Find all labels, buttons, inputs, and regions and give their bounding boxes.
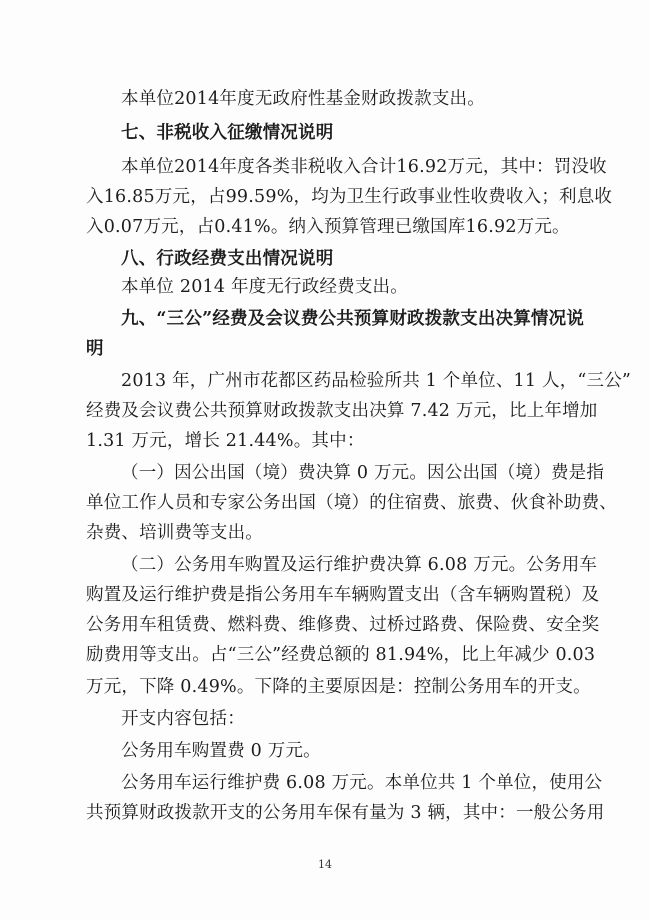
- paragraph-line: 杂费、培训费等支出。: [86, 523, 263, 543]
- section-heading: 九、“三公”经费及会议费公共预算财政拨款支出决算情况说: [121, 309, 585, 329]
- section-heading: 明: [86, 339, 104, 359]
- paragraph-line: 2013 年，广州市花都区药品检验所共 1 个单位、11 人，“三公”: [121, 371, 632, 391]
- paragraph-line: 公务用车运行维护费 6.08 万元。本单位共 1 个单位，使用公: [121, 773, 603, 793]
- paragraph-line: （一）因公出国（境）费决算 0 万元。因公出国（境）费是指: [121, 463, 605, 483]
- paragraph-line: 本单位2014年度各类非税收入合计16.92万元，其中：罚没收: [121, 157, 607, 177]
- paragraph-line: 经费及会议费公共预算财政拨款支出决算 7.42 万元，比上年增加: [86, 401, 598, 421]
- paragraph-line: 共预算财政拨款开支的公务用车保有量为 3 辆，其中：一般公务用: [86, 803, 605, 823]
- paragraph-line: 开支内容包括：: [121, 709, 245, 729]
- paragraph-line: 入0.07万元，占0.41%。纳入预算管理已缴国库16.92万元。: [86, 217, 570, 237]
- section-heading: 七、非税收入征缴情况说明: [121, 123, 334, 143]
- paragraph-line: 单位工作人员和专家公务出国（境）的住宿费、旅费、伙食补助费、: [86, 493, 617, 513]
- paragraph-line: （二）公务用车购置及运行维护费决算 6.08 万元。公务用车: [121, 555, 598, 575]
- page-number: 14: [318, 858, 332, 871]
- paragraph-line: 公务用车购置费 0 万元。: [121, 741, 321, 761]
- paragraph-line: 励费用等支出。占“三公”经费总额的 81.94%，比上年减少 0.03: [86, 645, 596, 665]
- paragraph-line: 万元，下降 0.49%。下降的主要原因是：控制公务用车的开支。: [86, 677, 591, 697]
- paragraph-line: 公务用车租赁费、燃料费、维修费、过桥过路费、保险费、安全奖: [86, 615, 600, 635]
- section-heading: 八、行政经费支出情况说明: [121, 249, 334, 269]
- paragraph-line: 入16.85万元，占99.59%，均为卫生行政事业性收费收入；利息收: [86, 187, 613, 207]
- paragraph-line: 本单位 2014 年度无行政经费支出。: [121, 277, 408, 297]
- paragraph-line: 1.31 万元，增长 21.44%。其中：: [86, 431, 365, 451]
- paragraph-line: 本单位2014年度无政府性基金财政拨款支出。: [121, 89, 485, 109]
- paragraph-line: 购置及运行维护费是指公务用车车辆购置支出（含车辆购置税）及: [86, 585, 600, 605]
